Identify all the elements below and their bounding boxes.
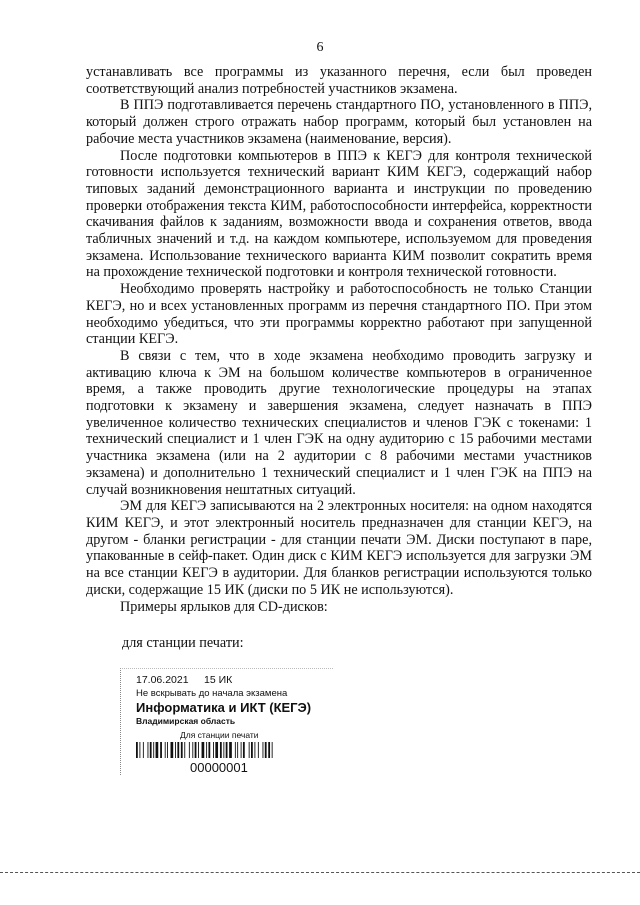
footer-divider [0,872,640,873]
disc-label-purpose: Для станции печати [180,730,259,740]
disc-label [120,668,334,776]
paragraph-2: В ППЭ подготавливается перечень стандартного ПО, установленного в ППЭ, который должен строго отражать набор программ, который был установлен на рабочие места участников экзамена (наименование, версия). [86,97,592,147]
disc-label-number: 00000001 [190,760,248,775]
disc-label-count: 15 ИК [204,674,233,686]
paragraph-7: Примеры ярлыков для CD-дисков: [120,598,328,615]
paragraph-6: ЭМ для КЕГЭ записываются на 2 электронных носителя: на одном находятся КИМ КЕГЭ, и этот электронный носитель предназначен для станции КЕГЭ, на другом - бланки регистрации - для станции печати ЭМ. Диски поступают в паре, упакованные в сейф-пакет. Один диск с КИМ КЕГЭ используется для загрузки ЭМ на все станции КЕГЭ в аудитории. Для бланков регистрации используются только диски, содержащие 15 ИК (диски по 5 ИК не используются). [86,498,592,598]
paragraph-1: устанавливать все программы из указанного перечня, если был проведен соответствующий анализ потребностей участников экзамена. [86,64,592,97]
disc-label-warning: Не вскрывать до начала экзамена [136,688,288,699]
disc-label-subject: Информатика и ИКТ (КЕГЭ) [136,700,312,715]
paragraph-3: После подготовки компьютеров в ППЭ к КЕГЭ для контроля технической готовности используется технический вариант КИМ КЕГЭ, содержащий набор типовых заданий демонстрационного варианта и инструкции по проведению проверки отображения текста КИМ, работоспособности интерфейса, корректности скачивания файлов к заданиям, возможности ввода и сохранения ответов, ввода табличных значений и т.д. на каждом компьютере, используемом для проведения экзамена. Использование технического варианта КИМ позволит сократить время на прохождение технической подготовки и контроля технической готовности. [86,147,592,281]
page-number: 6 [316,40,324,55]
paragraph-4: Необходимо проверять настройку и работоспособность не только Станции КЕГЭ, но и всех установленных программ из перечня стандартного ПО. При этом необходимо убедиться, что эти программы корректно работают при запущенной станции КЕГЭ. [86,281,592,348]
paragraph-5: В связи с тем, что в ходе экзамена необходимо проводить загрузку и активацию ключа к ЭМ на большом количестве компьютеров в ограниченное время, а также проводить другие технологические процедуры на этапах подготовки к экзамену и завершения экзамена, следует назначать в ППЭ увеличенное количество технических специалистов и членов ГЭК с токенами: 1 технический специалист и 1 член ГЭК на одну аудиторию с 15 рабочими местами участника экзамена (или на 2 аудитории с 8 рабочими местами участников экзамена) и дополнительно 1 технический специалист и 1 член ГЭК на ППЭ на случай возникновения нештатных ситуаций. [86,347,592,498]
barcode-icon [136,742,318,758]
disc-label-date: 17.06.2021 [136,674,189,686]
document-body [86,64,592,652]
label-intro: для станции печати: [122,635,244,652]
disc-label-region: Владимирская область [136,716,236,726]
